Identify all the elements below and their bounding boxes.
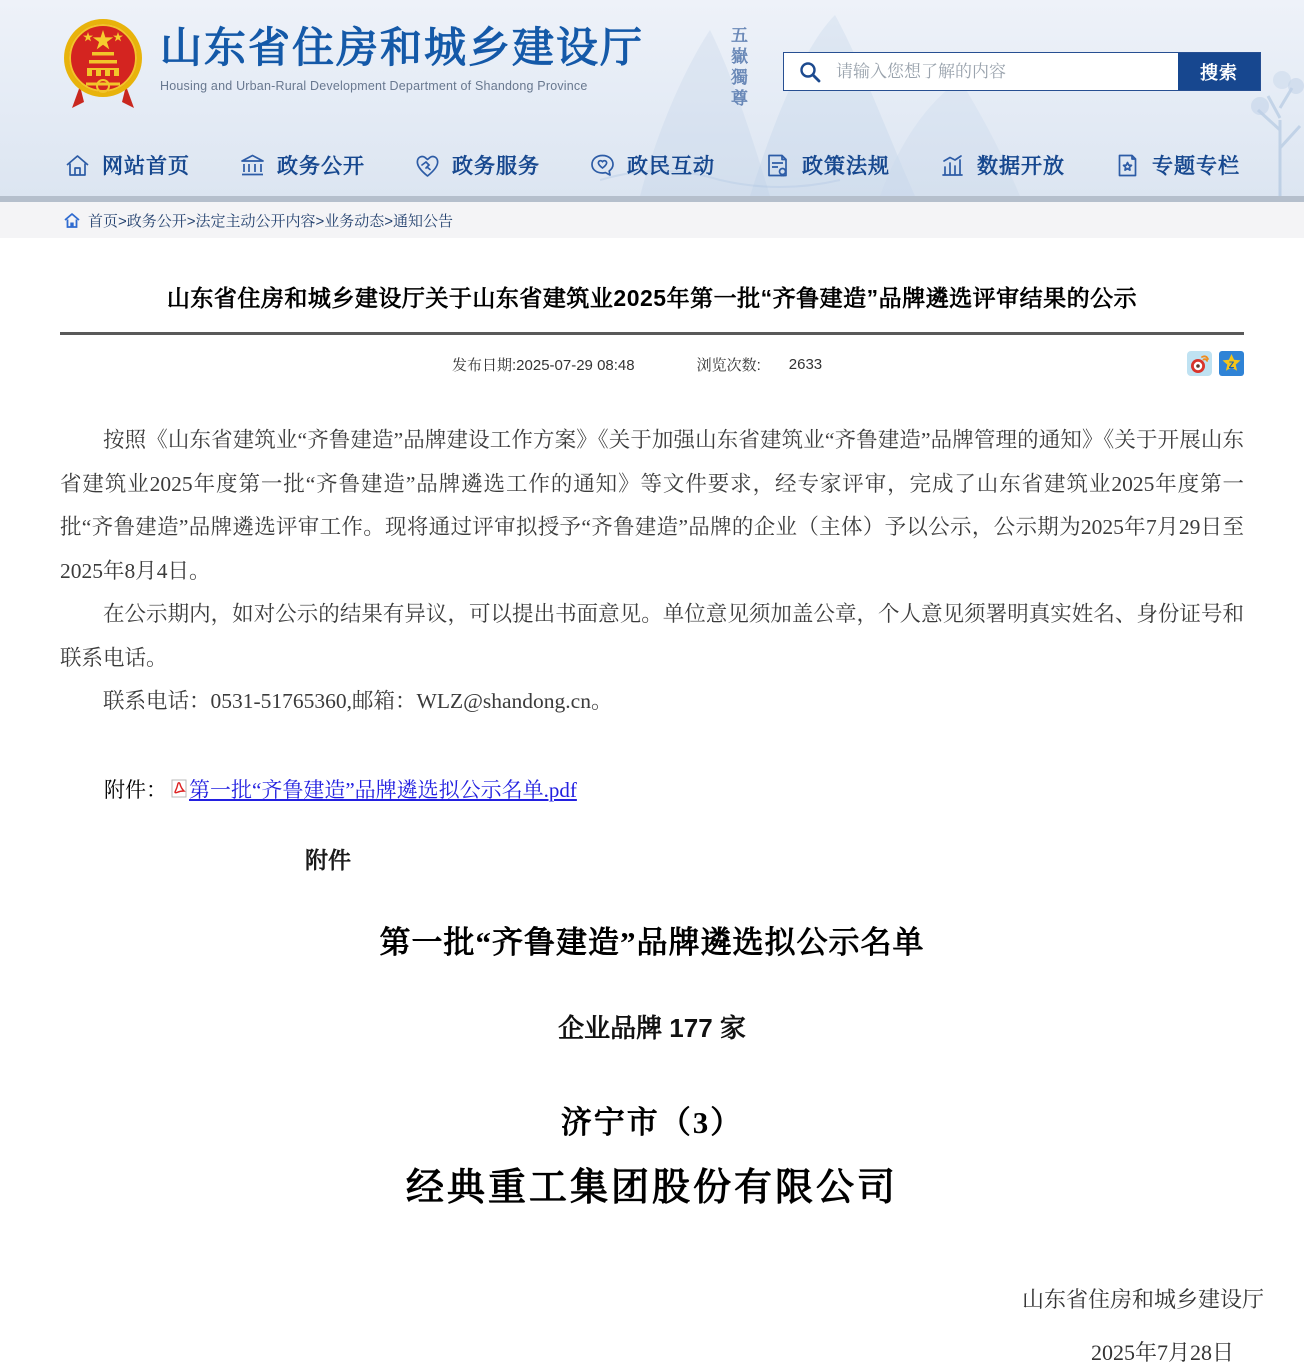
paragraph: 联系电话：0531-51765360,邮箱：WLZ@shandong.cn。 [103,689,613,714]
nav-item-label: 政民互动 [627,155,715,178]
home-icon [64,213,80,228]
document-preview [60,842,1264,1367]
star-document-icon [1114,152,1141,179]
search-button[interactable]: 搜索 [1178,53,1260,90]
nav-item-public-interaction[interactable] [589,150,715,180]
paragraph: 在公示期内，如对公示的结果有异议，可以提出书面意见。单位意见须加盖公章，个人意见须署明真实姓名、身份证号和联系电话。 [60,602,1244,670]
government-building-icon [239,152,266,179]
nav-item-special-topics[interactable] [1114,150,1240,180]
paragraph: 按照《山东省建筑业“齐鲁建造”品牌建设工作方案》《关于加强山东省建筑业“齐鲁建造”品牌管理的通知》《关于开展山东省建筑业2025年度第一批“齐鲁建造”品牌遴选工作的通知》等文件要求，经专家评审，完成了山东省建筑业2025年度第一批“齐鲁建造”品牌遴选评审工作。现将通过评审拟授予“齐鲁建造”品牌的企业（主体）予以公示，公示期为2025年7月29日至2025年8月4日。 [60,428,1244,583]
national-emblem-logo [62,16,144,112]
attachment-link[interactable]: 第一批“齐鲁建造”品牌遴选拟公示名单.pdf [189,777,577,802]
nav-item-label: 数据开放 [977,155,1065,178]
main-navigation [0,136,1304,194]
nav-item-home[interactable] [64,150,190,180]
nav-item-gov-disclosure[interactable] [239,150,365,180]
nav-item-label: 政策法规 [802,155,890,178]
doc-sign-date: 2025年7月28日 [1090,1339,1234,1365]
pdf-icon [171,779,187,798]
seal-calligraphy-text: 五嶽獨尊 [728,26,747,110]
policy-document-icon [764,152,791,179]
svg-text:Z: Z [1228,360,1235,371]
views-count: 2633 [788,355,823,373]
doc-company-name: 经典重工集团股份有限公司 [405,1166,898,1209]
doc-city-heading: 济宁市（3） [560,1104,744,1140]
views-label: 浏览次数: [696,356,761,374]
doc-subtitle: 企业品牌 177 家 [558,1012,746,1043]
site-subtitle: Housing and Urban-Rural Development Department of Shandong Province [160,79,588,94]
attachment-row [60,774,1244,804]
attachment-label: 附件： [104,777,167,802]
nav-item-gov-services[interactable] [414,150,540,180]
site-header [0,0,1304,196]
article-title: 山东省住房和城乡建设厅关于山东省建筑业2025年第一批“齐鲁建造”品牌遴选评审结果的公示 [166,285,1138,311]
search-input[interactable] [836,53,1178,90]
doc-annex-label: 附件 [305,846,351,873]
publish-date: 发布日期:2025-07-29 08:48 [452,356,635,374]
article-body [60,419,1244,724]
article-meta [60,351,1244,377]
data-chart-icon [939,152,966,179]
home-icon [64,152,91,179]
doc-title: 第一批“齐鲁建造”品牌遴选拟公示名单 [379,924,925,960]
weibo-icon[interactable] [1187,351,1212,376]
qzone-icon[interactable] [1219,351,1244,376]
doc-signature: 山东省住房和城乡建设厅 [1021,1286,1264,1312]
nav-item-label: 政务公开 [277,155,365,178]
nav-item-label: 专题专栏 [1152,155,1240,178]
search-box [783,52,1261,91]
nav-item-open-data[interactable] [939,150,1065,180]
site-title: 山东省住房和城乡建设厅 [160,24,645,71]
chat-heart-icon [589,152,616,179]
share-buttons [1187,351,1244,376]
title-divider [60,332,1244,335]
nav-item-label: 网站首页 [102,155,190,178]
nav-item-label: 政务服务 [452,155,540,178]
search-icon [784,53,836,90]
handshake-icon [414,152,441,179]
breadcrumb-trail: 首页>政务公开>法定主动公开内容>业务动态>通知公告 [88,212,454,230]
breadcrumb[interactable] [0,202,1304,238]
nav-item-policies[interactable] [764,150,890,180]
